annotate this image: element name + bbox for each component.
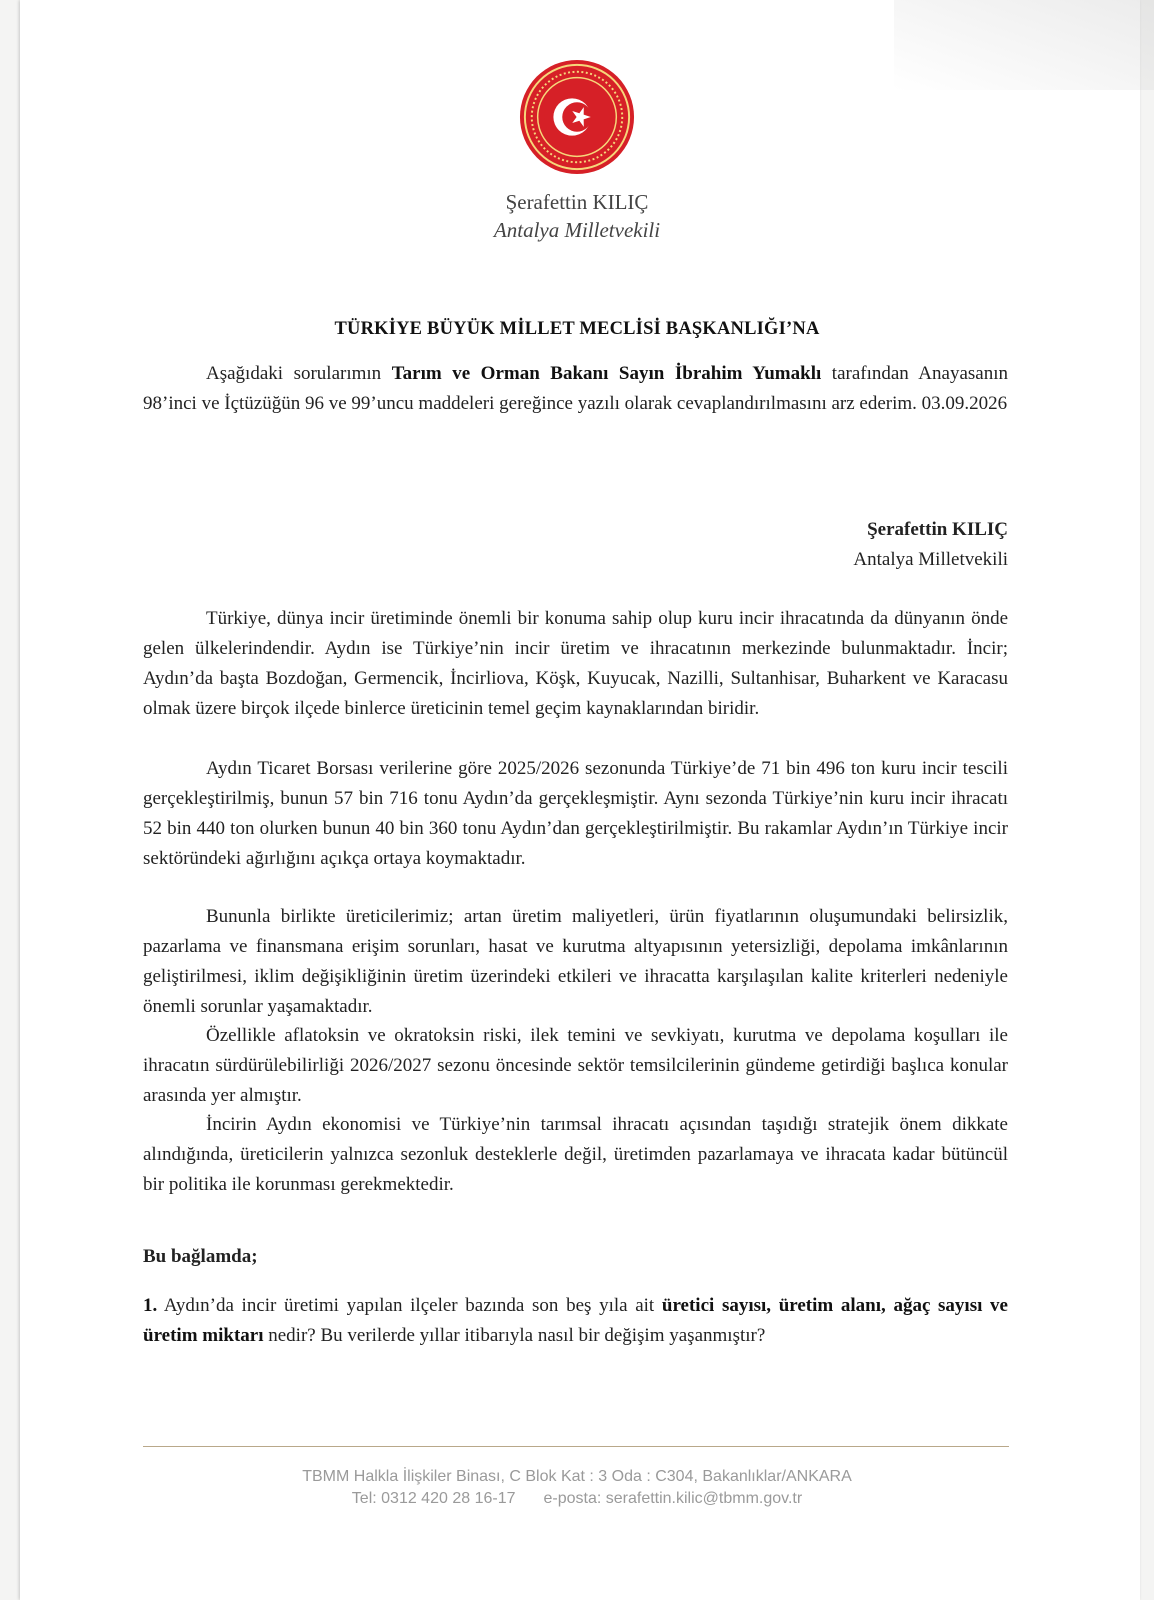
footer-email: e-posta: serafettin.kilic@tbmm.gov.tr — [543, 1490, 803, 1507]
signature-block — [853, 515, 1008, 575]
footer-divider — [143, 1446, 1009, 1447]
footer-address: TBMM Halkla İlişkiler Binası, C Blok Kat : 3 Oda : C304, Bakanlıklar/ANKARA — [302, 1468, 852, 1485]
header-name: Şerafettin KILIÇ — [505, 190, 649, 214]
page-corner-shadow — [894, 0, 1154, 90]
intro-paragraph: Aşağıdaki sorularımın Tarım ve Orman Bakanı Sayın İbrahim Yumaklı tarafından Anayasanın 98’inci ve İçtüzüğün 96 ve 99’uncu maddeleri gereğince yazılı olarak cevaplandırılmasını arz ederim. 03.09.2026 — [143, 363, 1008, 414]
body-paragraph-3: Bununla birlikte üreticilerimiz; artan üretim maliyetleri, ürün fiyatlarının oluşumundaki belirsizlik, pazarlama ve finansmana erişim sorunları, hasat ve kurutma altyapısının yetersizliği, depolama imkânlarının geliştirilmesi, iklim değişikliğinin üretim üzerindeki etkileri ve ihracatta karşılaşılan kalite kriterleri nedeniyle önemli sorunlar yaşamaktadır. — [143, 906, 1008, 1017]
body-paragraph-2: Aydın Ticaret Borsası verilerine göre 2025/2026 sezonunda Türkiye’de 71 bin 496 ton kuru incir tescili gerçekleştirilmiş, bunun 57 bin 716 tonu Aydın’da gerçekleşmiştir. Aynı sezonda Türkiye’nin kuru incir ihracatı 52 bin 440 ton olurken bunun 40 bin 360 tonu Aydın’dan gerçekleştirilmiştir. Bu rakamlar Aydın’ın Türkiye incir sektöründeki ağırlığını açıkça ortaya koymaktadır. — [143, 758, 1008, 869]
question-keywords: üretici sayısı, üretim alanı, ağaç sayısı ve üretim miktarı — [143, 1295, 1008, 1346]
signature-name: Şerafettin KILIÇ — [867, 519, 1008, 540]
header-title: Antalya Milletvekili — [493, 218, 661, 242]
body-paragraph-5: İncirin Aydın ekonomisi ve Türkiye’nin tarımsal ihracatı açısından taşıdığı stratejik önem dikkate alındığında, üreticilerin yalnızca sezonluk desteklerle değil, üretimden pazarlamaya ve ihracata kadar bütüncül bir politika ile korunması gerekmektedir. — [143, 1114, 1008, 1195]
context-label: Bu bağlamda; — [143, 1246, 258, 1267]
addressee-heading: TÜRKİYE BÜYÜK MİLLET MECLİSİ BAŞKANLIĞI’NA — [334, 319, 820, 339]
body-paragraph-1: Türkiye, dünya incir üretiminde önemli bir konuma sahip olup kuru incir ihracatında da dünyanın önde gelen ülkelerindendir. Aydın ise Türkiye’nin incir üretim ve ihracatının merkezinde bulunmaktadır. İncir; Aydın’da başta Bozdoğan, Germencik, İncirliova, Köşk, Kuyucak, Nazilli, Sultanhisar, Buharkent ve Karacasu olmak üzere birçok ilçede binlerce üreticinin temel geçim kaynaklarından biridir. — [143, 608, 1008, 719]
minister-name: Tarım ve Orman Bakanı Sayın İbrahim Yumaklı — [391, 363, 822, 384]
signature-title: Antalya Milletvekili — [853, 549, 1008, 570]
body-paragraph-4: Özellikle aflatoksin ve okratoksin riski, ilek temini ve sevkiyatı, kurutma ve depolama koşulları ile ihracatın sürdürülebilirliği 2026/2027 sezonu öncesinde sektör temsilcilerinin gündeme getirdiği başlıca konular arasında yer almıştır. — [143, 1025, 1008, 1106]
tbmm-seal-logo — [518, 58, 636, 176]
question-1: 1. Aydın’da incir üretimi yapılan ilçeler bazında son beş yıla ait üretici sayısı, üretim alanı, ağaç sayısı ve üretim miktarı nedir? Bu verilerde yıllar itibarıyla nasıl bir değişim yaşanmıştır? — [143, 1295, 1008, 1346]
footer-contact — [0, 1490, 1154, 1508]
footer-phone: Tel: 0312 420 28 16-17 — [351, 1490, 516, 1507]
question-number: 1. — [143, 1295, 158, 1316]
